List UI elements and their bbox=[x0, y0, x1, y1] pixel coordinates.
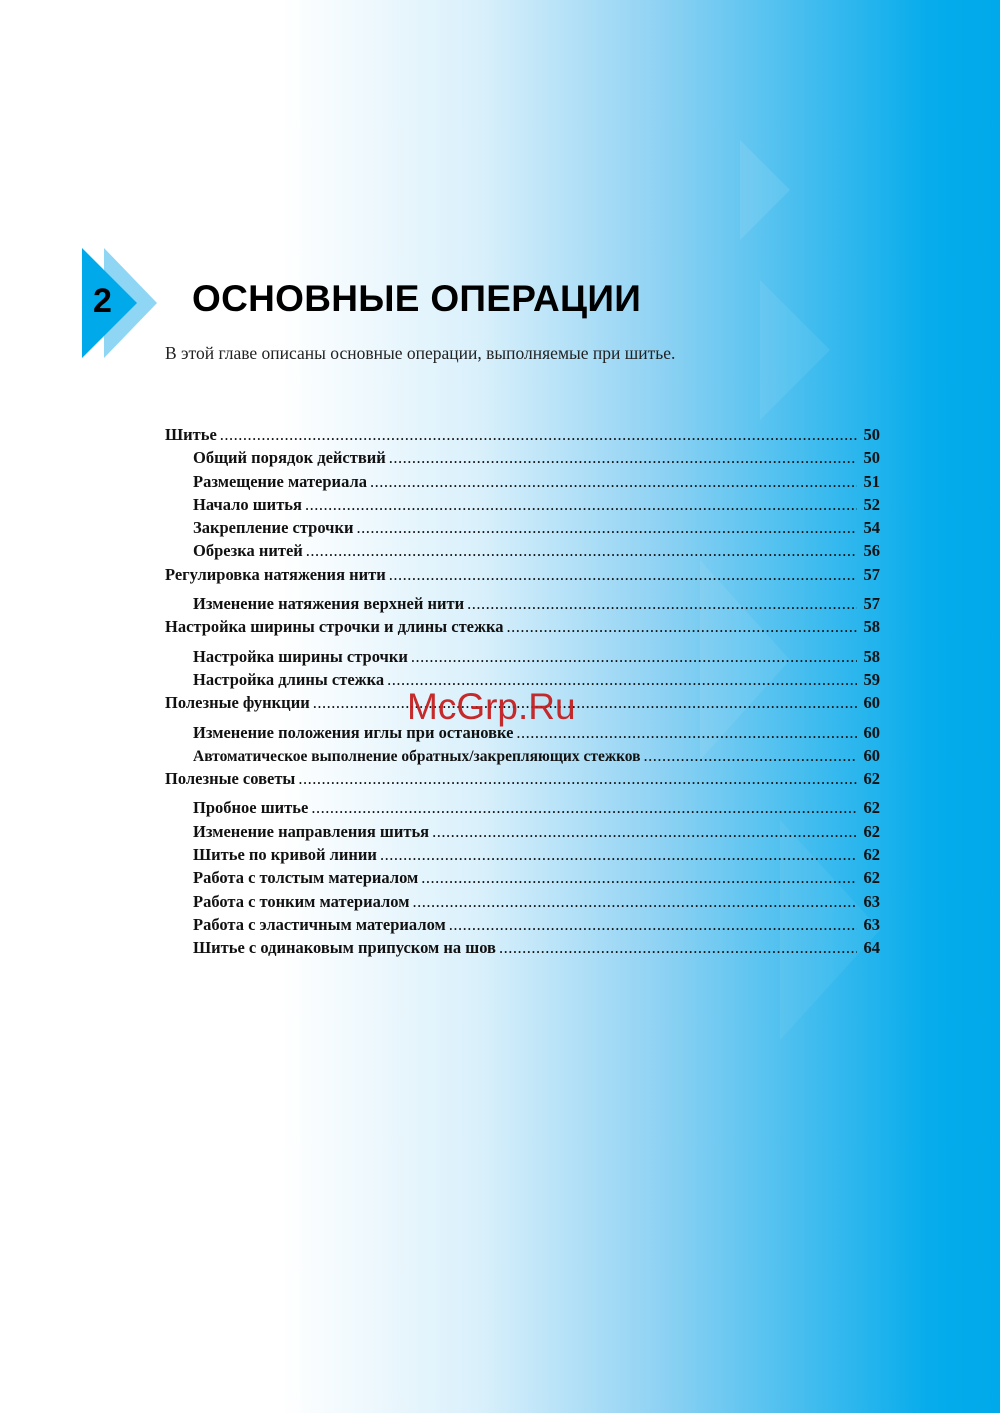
toc-page-number: 63 bbox=[863, 914, 880, 934]
toc-dot-leader bbox=[506, 615, 857, 638]
toc-entry-label: Работа с толстым материалом bbox=[193, 868, 419, 888]
toc-subsection-entry[interactable] bbox=[165, 913, 880, 936]
toc-page-number: 62 bbox=[863, 845, 880, 865]
toc-dot-leader bbox=[432, 820, 857, 843]
toc-dot-leader bbox=[356, 516, 857, 539]
toc-page-number: 58 bbox=[863, 617, 880, 637]
toc-dot-leader bbox=[305, 493, 857, 516]
toc-page-number: 60 bbox=[863, 693, 880, 713]
toc-page-number: 52 bbox=[863, 494, 880, 514]
toc-dot-leader bbox=[411, 645, 857, 668]
toc-dot-leader bbox=[449, 913, 857, 936]
toc-page-number: 62 bbox=[863, 821, 880, 841]
toc-subsection-entry[interactable] bbox=[165, 645, 880, 668]
toc-subsection-entry[interactable] bbox=[165, 446, 880, 469]
toc-subsection-entry[interactable] bbox=[165, 539, 880, 562]
chapter-subtitle: В этой главе описаны основные операции, выполняемые при шитье. bbox=[165, 343, 676, 363]
toc-dot-leader bbox=[389, 563, 857, 586]
toc-page-number: 57 bbox=[863, 594, 880, 614]
toc-dot-leader bbox=[313, 691, 857, 714]
toc-subsection-entry[interactable] bbox=[165, 796, 880, 819]
toc-section-entry[interactable] bbox=[165, 563, 880, 586]
toc-dot-leader bbox=[467, 592, 857, 615]
toc-entry-label: Автоматическое выполнение обратных/закрепляющих стежков bbox=[193, 747, 641, 765]
toc-dot-leader bbox=[298, 767, 857, 790]
toc-entry-label: Настройка ширины строчки и длины стежка bbox=[165, 617, 504, 637]
toc-entry-label: Полезные советы bbox=[165, 769, 296, 789]
toc-page-number: 63 bbox=[863, 891, 880, 911]
toc-section-entry[interactable] bbox=[165, 615, 880, 638]
toc-page-number: 54 bbox=[863, 518, 880, 538]
toc-dot-leader bbox=[220, 423, 857, 446]
toc-entry-label: Полезные функции bbox=[165, 693, 310, 713]
toc-page-number: 59 bbox=[863, 669, 880, 689]
toc-entry-label: Изменение положения иглы при остановке bbox=[193, 722, 514, 742]
toc-dot-leader bbox=[370, 470, 857, 493]
toc-page-number: 64 bbox=[863, 938, 880, 958]
toc-subsection-entry[interactable] bbox=[165, 890, 880, 913]
toc-entry-label: Шитье с одинаковым припуском на шов bbox=[193, 938, 496, 958]
toc-subsection-entry[interactable] bbox=[165, 592, 880, 615]
toc-dot-leader bbox=[644, 744, 857, 767]
toc-dot-leader bbox=[412, 890, 857, 913]
toc-dot-leader bbox=[499, 936, 857, 959]
toc-entry-label: Начало шитья bbox=[193, 494, 302, 514]
toc-entry-label: Настройка длины стежка bbox=[193, 669, 385, 689]
toc-page-number: 60 bbox=[863, 745, 880, 765]
toc-section-entry[interactable] bbox=[165, 767, 880, 790]
toc-page-number: 62 bbox=[863, 798, 880, 818]
chapter-title: ОСНОВНЫЕ ОПЕРАЦИИ bbox=[192, 278, 642, 319]
toc-page-number: 56 bbox=[863, 541, 880, 561]
toc-entry-label: Закрепление строчки bbox=[193, 518, 354, 538]
toc-entry-label: Регулировка натяжения нити bbox=[165, 564, 386, 584]
toc-subsection-entry[interactable] bbox=[165, 936, 880, 959]
toc-entry-label: Работа с эластичным материалом bbox=[193, 914, 446, 934]
watermark-text: McGrp.Ru bbox=[407, 686, 576, 727]
toc-page-number: 62 bbox=[863, 868, 880, 888]
toc-page-number: 62 bbox=[863, 769, 880, 789]
toc-subsection-entry[interactable] bbox=[165, 866, 880, 889]
toc-entry-label: Обрезка нитей bbox=[193, 541, 303, 561]
toc-subsection-entry[interactable] bbox=[165, 744, 880, 767]
toc-subsection-entry[interactable] bbox=[165, 843, 880, 866]
toc-dot-leader bbox=[421, 866, 857, 889]
toc-dot-leader bbox=[311, 796, 857, 819]
chapter-number: 2 bbox=[93, 282, 112, 320]
toc-section-entry[interactable] bbox=[165, 423, 880, 446]
toc-dot-leader bbox=[380, 843, 857, 866]
toc-subsection-entry[interactable] bbox=[165, 493, 880, 516]
toc-page-number: 51 bbox=[863, 471, 880, 491]
toc-page-number: 58 bbox=[863, 646, 880, 666]
toc-entry-label: Общий порядок действий bbox=[193, 448, 386, 468]
toc-entry-label: Изменение натяжения верхней нити bbox=[193, 594, 465, 614]
toc-page-number: 50 bbox=[863, 448, 880, 468]
toc-subsection-entry[interactable] bbox=[165, 516, 880, 539]
toc-entry-label: Размещение материала bbox=[193, 471, 367, 491]
toc-page-number: 60 bbox=[863, 722, 880, 742]
toc-subsection-entry[interactable] bbox=[165, 820, 880, 843]
toc-entry-label: Изменение направления шитья bbox=[193, 821, 430, 841]
toc-subsection-entry[interactable] bbox=[165, 470, 880, 493]
toc-page-number: 50 bbox=[863, 425, 880, 444]
toc-dot-leader bbox=[389, 446, 857, 469]
toc-entry-label: Шитье bbox=[165, 425, 217, 444]
toc-dot-leader bbox=[306, 539, 857, 562]
toc-entry-label: Шитье по кривой линии bbox=[193, 845, 377, 865]
toc-entry-label: Работа с тонким материалом bbox=[193, 891, 410, 911]
toc-entry-label: Настройка ширины строчки bbox=[193, 646, 408, 666]
toc-page-number: 57 bbox=[863, 564, 880, 584]
toc-entry-label: Пробное шитье bbox=[193, 798, 309, 818]
